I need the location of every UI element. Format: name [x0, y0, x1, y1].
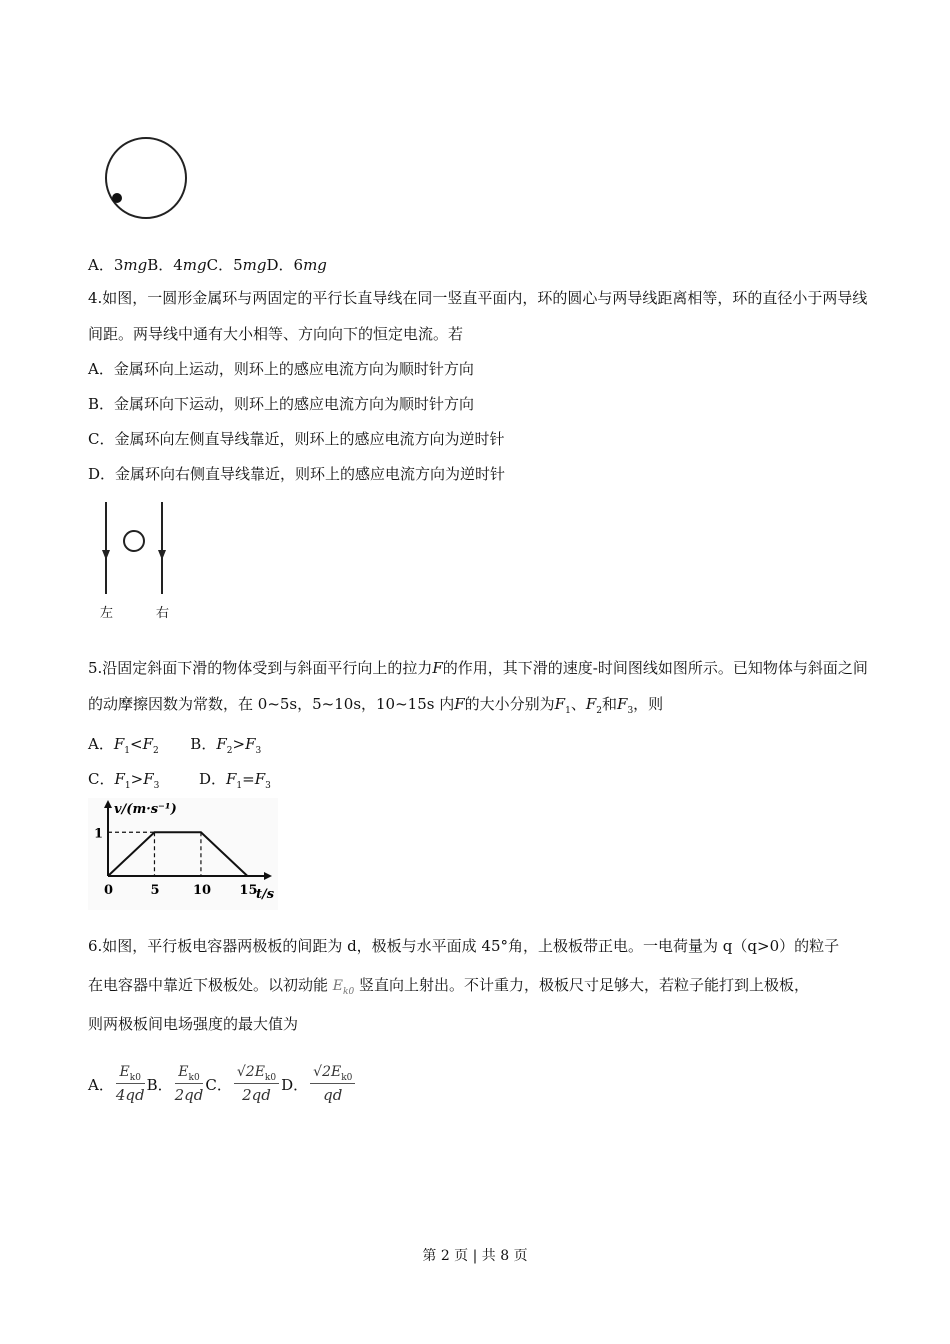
- q5-c-f3: F: [143, 770, 154, 788]
- right-wire-arrow: [158, 550, 166, 560]
- q5-d-f1: F: [225, 770, 237, 788]
- q6-c-root: √: [236, 1064, 246, 1081]
- q5-d-f3-sub: 3: [265, 781, 271, 791]
- q5-a-f2-sub: 2: [153, 746, 159, 756]
- q6-options: [88, 1054, 357, 1114]
- q6-c-num-sub: k0: [264, 1072, 277, 1083]
- q5-f2: F: [585, 695, 597, 713]
- metal-ring: [124, 531, 144, 551]
- q6-a-num: E: [119, 1064, 130, 1081]
- q5-c-f1: F: [114, 770, 125, 788]
- chart-x-tick-label: 10: [192, 883, 212, 898]
- q6-option-c-label: C．: [205, 1075, 232, 1094]
- q6-stem-1: 6.如图，平行板电容器两极板的间距为 d，极板与水平面成 45°角，上极板带正电。一电荷量为 q（q>0）的粒子: [88, 937, 840, 955]
- q5-option-a-label: A．: [88, 735, 114, 753]
- q3-unit-b: mg: [182, 256, 207, 274]
- left-wire-label: 左: [100, 606, 114, 621]
- chart-x-tick-label: 0: [104, 883, 114, 898]
- q5-a-op: <: [130, 735, 143, 753]
- q6-ek0-symbol: [332, 978, 355, 997]
- q5-f3: F: [617, 695, 628, 713]
- q6-option-d-label: D．: [281, 1075, 309, 1094]
- q6-stem-2a: 在电容器中靠近下极板处。以初动能: [88, 976, 329, 994]
- q4-option-d: D．金属环向右侧直导线靠近，则环上的感应电流方向为逆时针: [88, 465, 506, 483]
- q3-options: [88, 254, 327, 275]
- ball: [112, 193, 122, 203]
- q5-b-f2: F: [216, 735, 227, 753]
- q3-option-d: D．6: [266, 256, 304, 274]
- q5-d-f3: F: [254, 770, 266, 788]
- q6-ek-letter: E: [332, 978, 344, 994]
- right-wire-label: 右: [156, 606, 170, 621]
- q6-stem-2b: 竖直向上射出。不计重力，极板尺寸足够大，若粒子能打到上极板，: [359, 976, 810, 994]
- q3-unit-c: mg: [242, 256, 267, 274]
- velocity-time-chart: [88, 798, 278, 910]
- q6-d-den: qd: [323, 1085, 343, 1104]
- q5-option-b-label: B．: [190, 735, 217, 753]
- circular-track: [106, 138, 186, 218]
- q5-b-f3-sub: 3: [255, 746, 262, 756]
- q3-unit-a: mg: [123, 256, 148, 274]
- q5-b-f3: F: [245, 735, 256, 753]
- left-wire-arrow: [102, 550, 110, 560]
- q5-options-ab: [88, 733, 261, 756]
- q5-stem-e: ，则: [633, 695, 664, 713]
- q5-option-d-label: D．: [198, 770, 226, 788]
- q5-f3-sub: 3: [627, 706, 634, 716]
- chart-x-tick-label: 5: [150, 883, 160, 898]
- q4-option-a: A．金属环向上运动，则环上的感应电流方向为顺时针方向: [88, 360, 474, 378]
- q5-f1-sub: 1: [565, 706, 571, 716]
- q6-c-num: 2E: [245, 1064, 265, 1081]
- q5-c-f3-sub: 3: [153, 781, 160, 791]
- q5-f1: F: [554, 695, 566, 713]
- q6-b-den: 2qd: [174, 1085, 204, 1104]
- q5-stem-b: 的作用，其下滑的速度-时间图线如图所示。已知物体与斜面之间的动摩擦因数为常数，在 0~5s，5~10s，10~15s 内: [88, 659, 868, 713]
- q4-option-c: C．金属环向左侧直导线靠近，则环上的感应电流方向为逆时针: [88, 430, 505, 448]
- chart-x-axis-label: t/s: [256, 887, 275, 902]
- q3-unit-d: mg: [303, 256, 327, 274]
- q6-b-num: E: [178, 1064, 189, 1081]
- circular-track-figure: [100, 132, 192, 224]
- q5-c-op: >: [130, 770, 144, 788]
- q6-stem-3: 则两极板间电场强度的最大值为: [88, 1015, 299, 1033]
- q5-b-op: >: [232, 735, 246, 753]
- chart-y-axis-label: v/(m·s⁻¹): [114, 802, 177, 817]
- wires-ring-figure: [92, 498, 182, 600]
- q6-option-b-label: B．: [146, 1075, 173, 1094]
- q5-a-f1-sub: 1: [124, 746, 130, 756]
- q5-sep-1: 、: [570, 695, 586, 713]
- q3-option-a: A．3: [88, 256, 124, 274]
- q5-c-f1-sub: 1: [124, 781, 131, 791]
- q6-option-d-fraction: [310, 1064, 355, 1104]
- q6-stem-2: [88, 974, 809, 997]
- q6-ek-sub: k0: [343, 986, 355, 997]
- q5-f2-sub: 2: [596, 706, 602, 716]
- q5-stem-c: 的大小分别为: [464, 695, 555, 713]
- q5-a-f2: F: [142, 735, 153, 753]
- q5-d-f1-sub: 1: [236, 781, 243, 791]
- q6-c-den: 2qd: [242, 1085, 271, 1104]
- q5-d-op: =: [242, 770, 255, 788]
- q5-stem-d: 和: [602, 695, 618, 713]
- q5-stem: [88, 650, 868, 729]
- q6-b-num-sub: k0: [188, 1072, 200, 1083]
- q6-a-den: 4qd: [115, 1085, 145, 1104]
- q6-d-num-sub: k0: [341, 1072, 353, 1083]
- q3-option-c: C．5: [206, 256, 243, 274]
- page-footer: 第 2 页 | 共 8 页: [422, 1248, 528, 1264]
- q6-option-b-fraction: [175, 1064, 204, 1104]
- q5-force-symbol-2: F: [454, 695, 465, 713]
- q6-option-c-fraction: [234, 1064, 279, 1104]
- q4-option-b: B．金属环向下运动，则环上的感应电流方向为顺时针方向: [88, 395, 475, 413]
- q6-d-root: √: [313, 1064, 323, 1081]
- q5-b-f2-sub: 2: [226, 746, 233, 756]
- q6-option-a-label: A．: [88, 1075, 114, 1094]
- q5-force-symbol: F: [432, 659, 443, 677]
- q3-option-b: B．4: [147, 256, 183, 274]
- chart-x-tick-label: 15: [239, 883, 258, 898]
- q5-stem-a: 5.沿固定斜面下滑的物体受到与斜面平行向上的拉力: [88, 659, 433, 677]
- q5-option-c-label: C．: [88, 770, 115, 788]
- q5-options-cd: [88, 768, 271, 791]
- q6-d-num: 2E: [322, 1064, 342, 1081]
- q4-stem: 4.如图，一圆形金属环与两固定的平行长直导线在同一竖直平面内，环的圆心与两导线距离相等，环的直径小于两导线间距。两导线中通有大小相等、方向向下的恒定电流。若: [88, 289, 868, 343]
- chart-y-tick-label: 1: [94, 826, 104, 842]
- q6-a-num-sub: k0: [129, 1072, 141, 1083]
- q6-option-a-fraction: [116, 1064, 145, 1104]
- q5-a-f1: F: [113, 735, 125, 753]
